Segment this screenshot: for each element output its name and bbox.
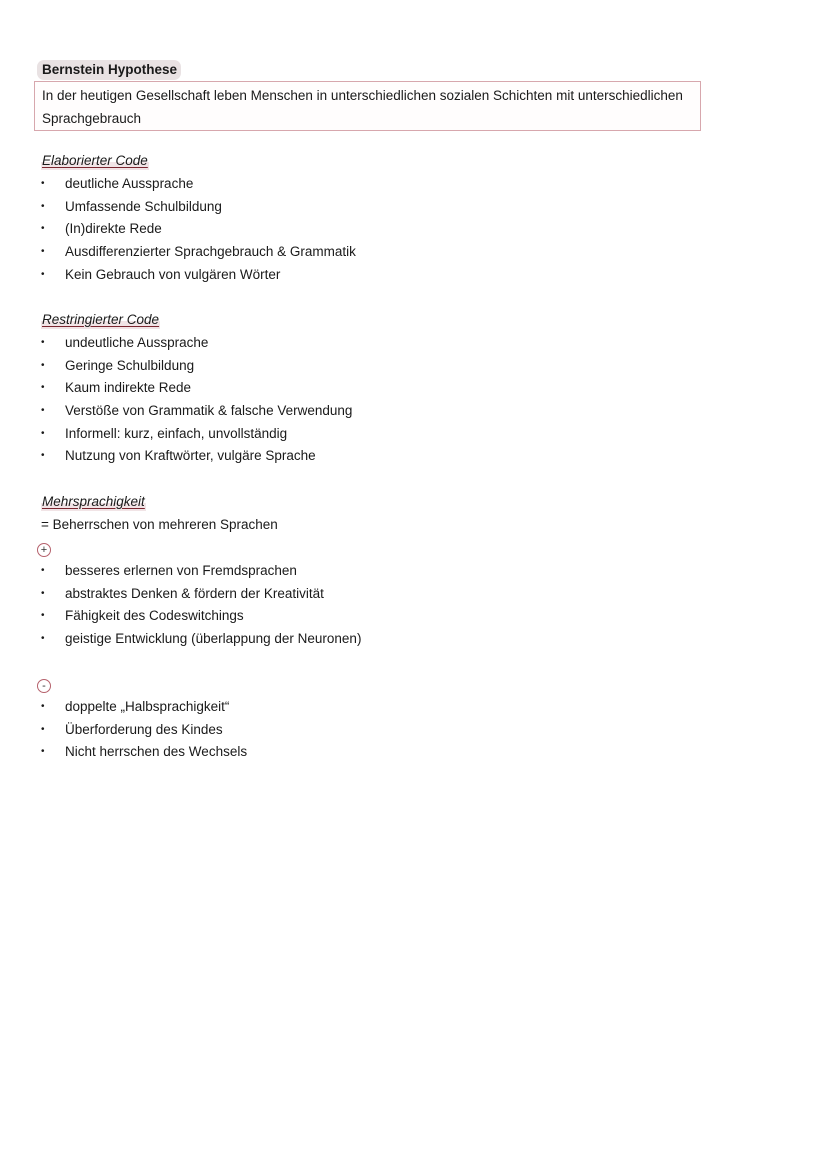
bullet-icon: • (41, 337, 45, 348)
bullet-icon: • (41, 746, 45, 758)
bullet-icon: • (41, 701, 45, 712)
list-item: • Geringe Schulbildung (41, 355, 352, 378)
bullet-icon: • (41, 587, 45, 599)
list-item: • besseres erlernen von Fremdsprachen (41, 560, 361, 583)
multilingualism-definition: = Beherrschen von mehreren Sprachen (41, 517, 278, 532)
minus-circle-icon: - (37, 679, 51, 693)
list-item: • Informell: kurz, einfach, unvollständig (41, 423, 352, 446)
list-item: • undeutliche Aussprache (41, 332, 352, 355)
section-heading-restricted: Restringierter Code (42, 312, 160, 327)
bullet-icon: • (41, 178, 45, 189)
intro-line-2: Sprachgebrauch (42, 110, 142, 126)
bullet-icon: • (41, 565, 45, 576)
list-item: • Kein Gebrauch von vulgären Wörter (41, 264, 356, 287)
bullet-icon: • (41, 633, 45, 645)
list-item: • abstraktes Denken & fördern der Kreativität (41, 583, 361, 606)
list-item: • Umfassende Schulbildung (41, 196, 356, 219)
restricted-list (41, 332, 352, 468)
plus-circle-icon: + (37, 543, 51, 557)
bullet-icon: • (41, 427, 45, 439)
bullet-icon: • (41, 405, 45, 417)
intro-box (34, 81, 701, 131)
list-item: • doppelte „Halbsprachigkeit“ (41, 696, 247, 719)
list-item: • Verstöße von Grammatik & falsche Verwendung (41, 400, 352, 423)
intro-line-1: In der heutigen Gesellschaft leben Menschen in unterschiedlichen sozialen Schichten mit unterschiedlichen (42, 88, 683, 103)
bullet-icon: • (41, 382, 45, 394)
bullet-icon: • (41, 723, 45, 735)
list-item: • geistige Entwicklung (überlappung der Neuronen) (41, 628, 361, 651)
bullet-icon: • (41, 246, 45, 258)
list-item: • Ausdifferenzierter Sprachgebrauch & Grammatik (41, 241, 356, 264)
elaborated-list (41, 173, 356, 286)
list-item: • Kaum indirekte Rede (41, 377, 352, 400)
list-item: • Fähigkeit des Codeswitchings (41, 605, 361, 628)
bullet-icon: • (41, 610, 45, 622)
bullet-icon: • (41, 450, 45, 462)
bullet-icon: • (41, 200, 45, 212)
list-item: • Nutzung von Kraftwörter, vulgäre Sprache (41, 445, 352, 468)
bullet-icon: • (41, 359, 45, 371)
list-item: • deutliche Aussprache (41, 173, 356, 196)
list-item: • Nicht herrschen des Wechsels (41, 741, 247, 764)
advantages-list (41, 560, 361, 651)
document-title: Bernstein Hypothese (37, 60, 181, 80)
bullet-icon: • (41, 223, 45, 235)
bullet-icon: • (41, 268, 45, 280)
disadvantages-list (41, 696, 247, 764)
list-item: • Überforderung des Kindes (41, 719, 247, 742)
section-heading-multilingualism: Mehrsprachigkeit (42, 494, 145, 509)
section-heading-elaborated: Elaborierter Code (42, 153, 148, 168)
list-item: • (In)direkte Rede (41, 218, 356, 241)
